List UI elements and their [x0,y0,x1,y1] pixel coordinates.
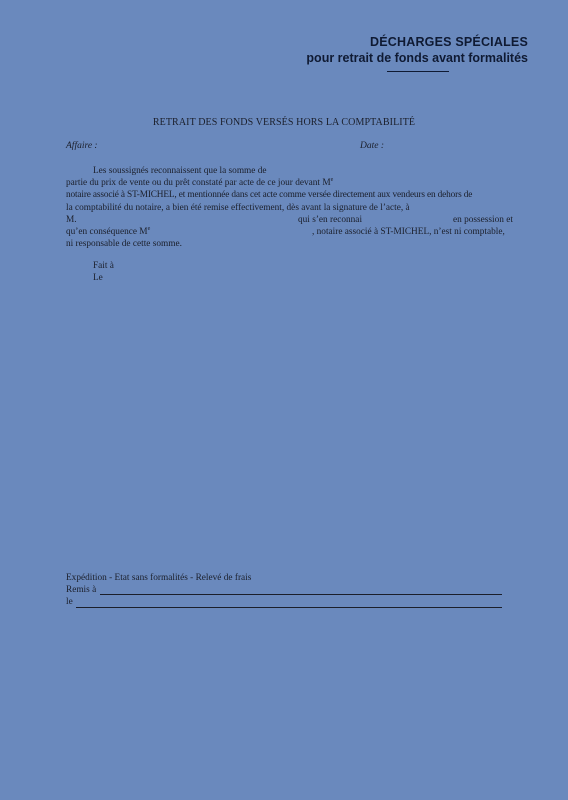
body-line-6-a [66,226,150,238]
fait-a-label: Fait à [93,261,114,271]
le-line [66,596,506,608]
body-line-2-text [66,177,333,189]
remis-blank[interactable] [100,594,502,595]
body-line-7 [66,238,521,250]
header-rule [387,71,449,72]
body-line-3 [66,189,521,201]
body-line-2 [66,177,521,189]
body-line-6-main: qu’en conséquence M [66,226,148,237]
le-label: Le [93,273,103,284]
document-header [306,34,528,72]
body-line-6-sup: e [147,225,151,232]
body-text [66,165,521,250]
body-line-5-b: qui s’en reconnai [298,214,363,225]
body-line-2-main: partie du prix de vente ou du prêt constaté par acte de ce jour devant M [66,178,331,189]
affaire-label: Affaire : [66,141,98,151]
body-line-1-text: Les soussignés reconnaissent que la somme de [93,166,267,176]
body-line-4 [66,202,521,214]
body-line-1 [66,165,521,177]
body-line-6 [66,226,521,238]
header-subtitle: pour retrait de fonds avant formalités [306,51,528,65]
body-line-3-text: notaire associé à ST-MICHEL, et mentionnée dans cet acte comme versée directement aux vendeurs en dehors de [66,190,473,201]
remis-line [66,584,506,596]
date-label: Date : [360,141,385,151]
body-line-7-text: ni responsable de cette somme. [66,239,182,250]
page-title: RETRAIT DES FONDS VERSÉS HORS LA COMPTABILITÉ [152,117,416,128]
body-line-5-a: M. [66,214,77,225]
body-line-5-c: en possession et [453,214,513,225]
footer-le-label: le [66,597,73,608]
signoff [93,260,114,284]
body-line-4-text: la comptabilité du notaire, a bien été remise effectivement, dès avant la signature de l’acte, à [66,202,410,213]
remis-label: Remis à [66,585,97,596]
body-line-5 [66,214,521,226]
body-line-6-b: , notaire associé à ST-MICHEL, n’est ni comptable, [312,226,505,237]
footer-title: Expédition - Etat sans formalités - Relevé de frais [66,573,252,583]
body-line-2-sup: e [330,177,334,184]
header-title: DÉCHARGES SPÉCIALES [370,35,528,49]
le-blank[interactable] [76,607,502,608]
footer [66,572,506,609]
